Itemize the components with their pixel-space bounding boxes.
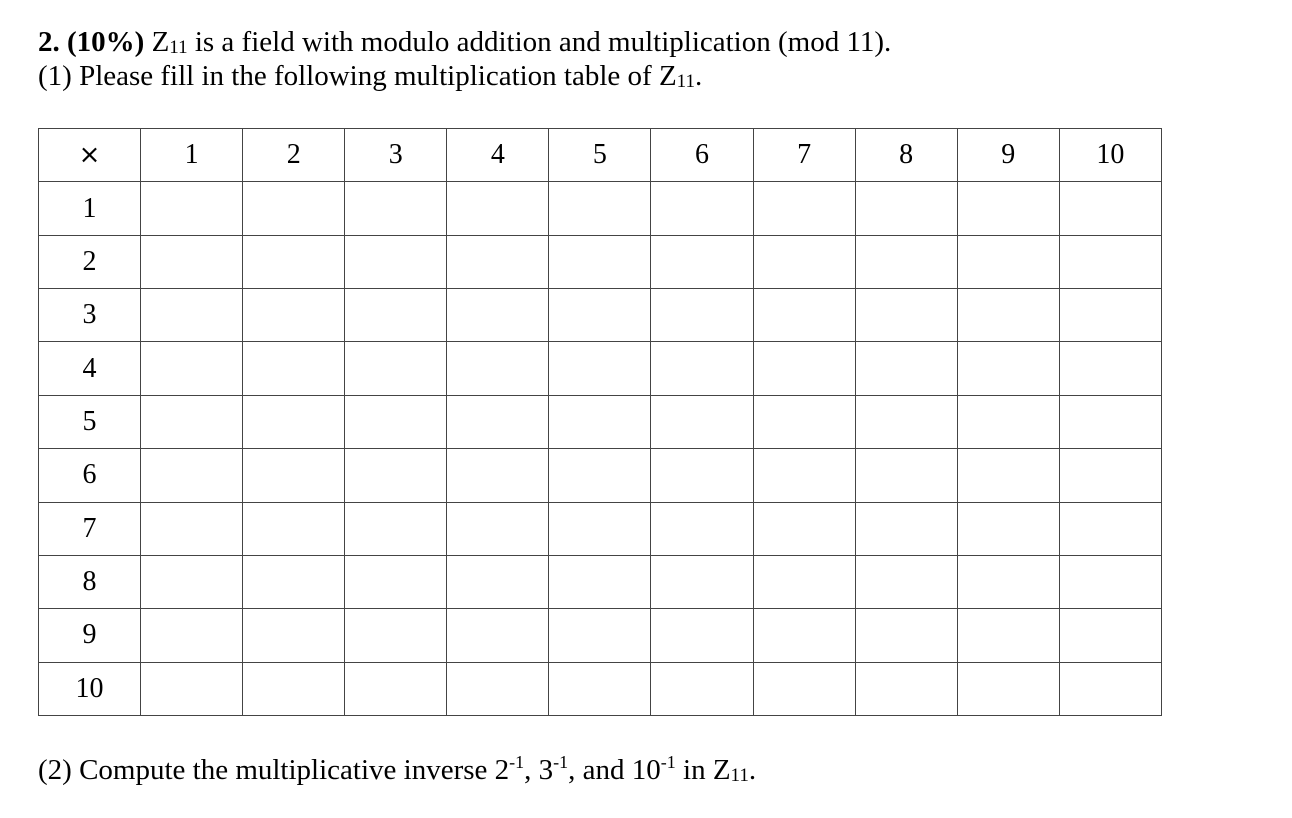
column-header: 6 [651,129,753,182]
row-header: 7 [39,502,141,555]
answer-cell[interactable] [447,502,549,555]
row-header: 2 [39,235,141,288]
answer-cell[interactable] [957,502,1059,555]
answer-cell[interactable] [549,342,651,395]
answer-cell[interactable] [243,449,345,502]
answer-cell[interactable] [447,662,549,715]
table-row [39,555,1162,608]
answer-cell[interactable] [447,342,549,395]
field-symbol: Z [151,26,170,58]
answer-cell[interactable] [549,502,651,555]
table-row [39,182,1162,235]
part2-field-symbol: Z [712,754,731,786]
answer-cell[interactable] [855,449,957,502]
answer-cell[interactable] [855,342,957,395]
answer-cell[interactable] [957,182,1059,235]
part2-mid: in [675,754,713,786]
answer-cell[interactable] [855,662,957,715]
answer-cell[interactable] [753,395,855,448]
answer-cell[interactable] [243,609,345,662]
table-row [39,342,1162,395]
row-header: 1 [39,182,141,235]
answer-cell[interactable] [141,449,243,502]
answer-cell[interactable] [141,289,243,342]
answer-cell[interactable] [141,235,243,288]
multiply-sign: × [39,129,141,182]
part1-field-symbol: Z [658,60,677,92]
answer-cell[interactable] [1059,182,1161,235]
answer-cell[interactable] [243,182,345,235]
answer-cell[interactable] [651,502,753,555]
answer-cell[interactable] [651,342,753,395]
answer-cell[interactable] [1059,395,1161,448]
answer-cell[interactable] [957,449,1059,502]
part1-field-subscript: 11 [676,71,695,92]
answer-cell[interactable] [141,342,243,395]
intro-text: is a field with modulo addition and multiplication (mod 11). [187,26,892,58]
answer-cell[interactable] [141,395,243,448]
answer-cell[interactable] [957,235,1059,288]
answer-cell[interactable] [651,449,753,502]
answer-cell[interactable] [855,502,957,555]
part2-sep2: , and 10 [568,754,661,786]
answer-cell[interactable] [957,609,1059,662]
row-header: 3 [39,289,141,342]
answer-cell[interactable] [651,555,753,608]
answer-cell[interactable] [549,289,651,342]
part1-text: (1) Please fill in the following multiplication table of [38,60,659,92]
answer-cell[interactable] [957,662,1059,715]
answer-cell[interactable] [753,289,855,342]
answer-cell[interactable] [447,289,549,342]
answer-cell[interactable] [243,662,345,715]
answer-cell[interactable] [345,555,447,608]
answer-cell[interactable] [447,235,549,288]
row-header: 6 [39,449,141,502]
answer-cell[interactable] [855,235,957,288]
answer-cell[interactable] [1059,502,1161,555]
table-row [39,395,1162,448]
column-header: 2 [243,129,345,182]
table-row [39,609,1162,662]
answer-cell[interactable] [753,609,855,662]
answer-cell[interactable] [957,395,1059,448]
part2-prefix: (2) Compute the multiplicative inverse 2 [38,754,510,786]
table-row [39,449,1162,502]
table-row [39,289,1162,342]
answer-cell[interactable] [243,395,345,448]
inverse-exponent-10: -1 [660,752,676,772]
part1-instruction [38,58,702,98]
answer-cell[interactable] [447,555,549,608]
answer-cell[interactable] [1059,449,1161,502]
answer-cell[interactable] [651,662,753,715]
answer-cell[interactable] [345,395,447,448]
answer-cell[interactable] [753,182,855,235]
answer-cell[interactable] [1059,662,1161,715]
answer-cell[interactable] [753,662,855,715]
column-header: 10 [1059,129,1161,182]
answer-cell[interactable] [447,182,549,235]
column-header: 4 [447,129,549,182]
answer-cell[interactable] [855,609,957,662]
table-row [39,502,1162,555]
problem-weight: (10%) [67,26,145,58]
answer-cell[interactable] [549,662,651,715]
answer-cell[interactable] [1059,235,1161,288]
answer-cell[interactable] [855,182,957,235]
answer-cell[interactable] [141,182,243,235]
part2-end: . [748,754,757,786]
answer-cell[interactable] [855,555,957,608]
answer-cell[interactable] [345,235,447,288]
inverse-exponent-2: -1 [509,752,525,772]
answer-cell[interactable] [141,609,243,662]
part1-end: . [694,60,703,92]
table-header-row [39,129,1162,182]
answer-cell[interactable] [651,182,753,235]
answer-cell[interactable] [651,235,753,288]
answer-cell[interactable] [549,395,651,448]
part2-sep1: , 3 [524,754,554,786]
answer-cell[interactable] [651,395,753,448]
answer-cell[interactable] [447,609,549,662]
answer-cell[interactable] [549,182,651,235]
table-row [39,662,1162,715]
answer-cell[interactable] [345,289,447,342]
answer-cell[interactable] [1059,342,1161,395]
answer-cell[interactable] [243,502,345,555]
row-header: 5 [39,395,141,448]
answer-cell[interactable] [141,555,243,608]
answer-cell[interactable] [549,555,651,608]
answer-cell[interactable] [243,289,345,342]
answer-cell[interactable] [549,235,651,288]
answer-cell[interactable] [957,342,1059,395]
row-header: 4 [39,342,141,395]
answer-cell[interactable] [651,289,753,342]
field-subscript: 11 [169,37,188,58]
answer-cell[interactable] [651,609,753,662]
part2-field-subscript: 11 [730,765,749,786]
answer-cell[interactable] [1059,555,1161,608]
answer-cell[interactable] [345,662,447,715]
answer-cell[interactable] [345,609,447,662]
multiplication-table [38,128,1162,716]
answer-cell[interactable] [549,449,651,502]
answer-cell[interactable] [243,235,345,288]
row-header: 10 [39,662,141,715]
answer-cell[interactable] [753,235,855,288]
answer-cell[interactable] [345,342,447,395]
answer-cell[interactable] [243,555,345,608]
answer-cell[interactable] [753,342,855,395]
answer-cell[interactable] [243,342,345,395]
answer-cell[interactable] [141,502,243,555]
answer-cell[interactable] [753,555,855,608]
column-header: 3 [345,129,447,182]
answer-cell[interactable] [753,502,855,555]
answer-cell[interactable] [141,662,243,715]
answer-cell[interactable] [1059,289,1161,342]
answer-cell[interactable] [447,395,549,448]
answer-cell[interactable] [957,555,1059,608]
table-row [39,235,1162,288]
row-header: 9 [39,609,141,662]
problem-number: 2. [38,26,60,58]
inverse-exponent-3: -1 [553,752,569,772]
answer-cell[interactable] [345,502,447,555]
column-header: 9 [957,129,1059,182]
answer-cell[interactable] [753,449,855,502]
column-header: 1 [141,129,243,182]
answer-cell[interactable] [855,289,957,342]
answer-cell[interactable] [345,182,447,235]
answer-cell[interactable] [447,449,549,502]
column-header: 7 [753,129,855,182]
answer-cell[interactable] [549,609,651,662]
column-header: 8 [855,129,957,182]
answer-cell[interactable] [345,449,447,502]
field-name [152,26,188,58]
part2-instruction [38,752,756,792]
answer-cell[interactable] [957,289,1059,342]
answer-cell[interactable] [855,395,957,448]
answer-cell[interactable] [1059,609,1161,662]
column-header: 5 [549,129,651,182]
row-header: 8 [39,555,141,608]
